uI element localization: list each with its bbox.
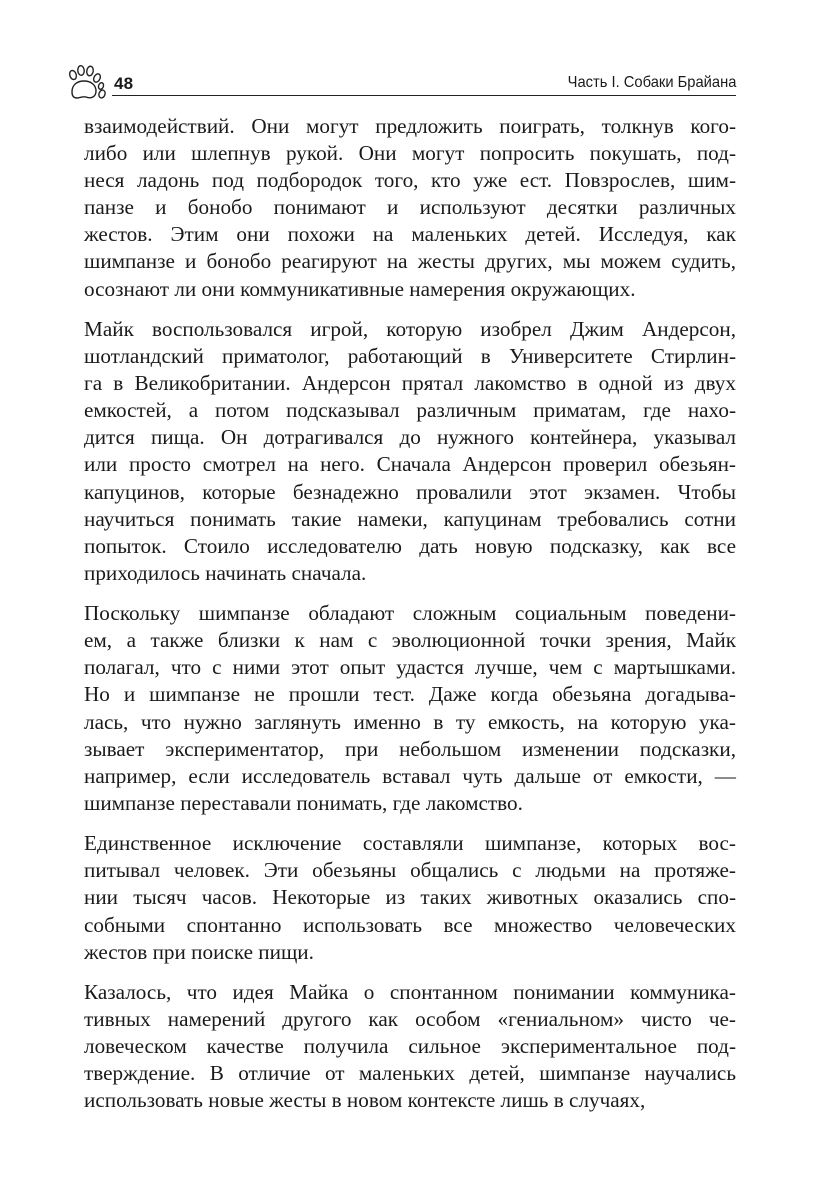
paragraph	[84, 830, 736, 965]
text-line: взаимодействий. Они могут предложить поиграть, толкнув кого-	[84, 114, 736, 138]
text-line: шимпанзе переставали понимать, где лакомство.	[84, 790, 523, 815]
text-line: зывает экспериментатор, при небольшом изменении подсказки,	[84, 736, 736, 761]
paragraph	[84, 316, 736, 587]
text-line: научиться понимать такие намеки, капуцинам требовались сотни	[84, 506, 736, 531]
text-line: осознают ли они коммуникативные намерения окружающих.	[84, 276, 636, 301]
text-line: панзе и бонобо понимают и используют десятки различных	[84, 195, 736, 220]
text-line: лась, что нужно заглянуть именно в ту емкость, на которую ука-	[84, 709, 736, 734]
text-line: Единственное исключение составляли шимпанзе, которых вос-	[84, 831, 736, 856]
running-head: Часть I. Собаки Брайана	[567, 74, 736, 91]
text-line: дится пища. Он дотрагивался до нужного контейнера, указывал	[84, 425, 736, 450]
text-line: жестов при поиске пищи.	[84, 939, 314, 964]
text-line: жестов. Этим они похожи на маленьких детей. Исследуя, как	[84, 222, 736, 247]
text-line: ем, а также близки к нам с эволюционной точки зрения, Майк	[84, 628, 736, 653]
page-header	[64, 62, 736, 98]
paragraph	[84, 600, 736, 817]
text-line: полагал, что с ними этот опыт удастся лучше, чем с мартышками.	[84, 655, 736, 680]
paragraph	[84, 113, 736, 303]
text-line: Майк воспользовался игрой, которую изобрел Джим Андерсон,	[84, 316, 736, 341]
text-line: неся ладонь под подбородок того, кто уже ест. Повзрослев, шим-	[84, 168, 736, 193]
text-line: тверждение. В отличие от маленьких детей, шимпанзе научались	[84, 1061, 736, 1086]
text-line: ловеческом качестве получила сильное экспериментальное под-	[84, 1034, 736, 1059]
text-line: собными спонтанно использовать все множество человеческих	[84, 912, 736, 937]
text-line: Казалось, что идея Майка о спонтанном понимании коммуника-	[84, 980, 736, 1004]
text-line: га в Великобритании. Андерсон прятал лакомство в одной из двух	[84, 371, 736, 396]
text-line: попыток. Стоило исследователю дать новую подсказку, как все	[84, 533, 736, 558]
text-line: приходилось начинать сначала.	[84, 560, 367, 585]
text-line: использовать новые жесты в новом контексте лишь в случаях,	[84, 1088, 646, 1113]
body-text	[84, 113, 736, 1114]
header-rule	[112, 95, 736, 96]
text-line: например, если исследователь вставал чуть дальше от емкости, —	[84, 763, 736, 788]
text-line: емкостей, а потом подсказывал различным приматам, где нахо-	[84, 398, 736, 423]
text-line: шимпанзе и бонобо реагируют на жесты других, мы можем судить,	[84, 249, 736, 274]
text-line: либо или шлепнув рукой. Они могут попросить покушать, под-	[84, 141, 736, 166]
text-line: Поскольку шимпанзе обладают сложным социальным поведени-	[84, 601, 736, 626]
page-number: 48	[114, 74, 134, 93]
text-line: тивных намерений другого как особом «гениальном» чисто че-	[84, 1007, 736, 1032]
text-line: капуцинов, которые безнадежно провалили этот экзамен. Чтобы	[84, 479, 736, 504]
text-line: шотландский приматолог, работающий в Университете Стирлин-	[84, 344, 736, 369]
text-line: питывал человек. Эти обезьяны общались с людьми на протяже-	[84, 858, 736, 883]
text-line: нии тысяч часов. Некоторые из таких животных оказались спо-	[84, 885, 736, 910]
text-line: или просто смотрел на него. Сначала Андерсон проверил обезьян-	[84, 452, 736, 477]
text-line: Но и шимпанзе не прошли тест. Даже когда обезьяна догадыва-	[84, 682, 736, 707]
paw-print-icon	[64, 64, 108, 104]
paragraph	[84, 979, 736, 1114]
